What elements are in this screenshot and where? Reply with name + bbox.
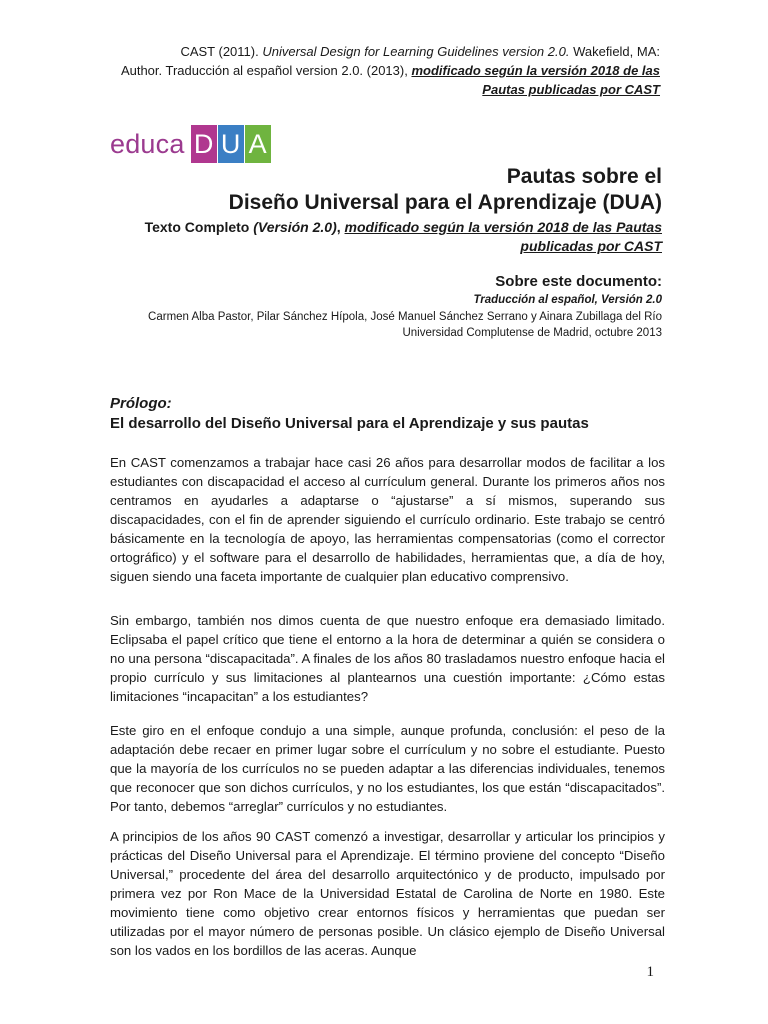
logo-word: educa <box>110 128 185 159</box>
about-title: Sobre este documento: <box>495 273 662 290</box>
prologue-label <box>110 395 172 412</box>
about-translation: Traducción al español, Versión 2.0 <box>473 294 662 306</box>
citation-publisher: Wakefield, MA: <box>569 44 660 59</box>
paragraph: Este giro en el enfoque condujo a una simple, aunque profunda, conclusión: el peso de la adaptación debe recaer en primer lugar sobre el currículum y no sobre el estudiante. Puesto que la mayoría de los currículos no se pueden adaptar a las diferencias individuales, tenemos que reconocer que son dichos currículos, y no los estudiantes, los que están “discapacitados”. Por tanto, debemos “arreglar” currículos y no estudiantes. <box>110 723 665 814</box>
paragraph: A principios de los años 90 CAST comenzó a investigar, desarrollar y articular los principios y prácticas del Diseño Universal para el Aprendizaje. El término proviene del concepto “Diseño Universal,” procedente del área del desarrollo arquitectónico y de producto, impulsado por primera vez por Ron Mace de la Universidad Estatal de Carolina de Norte en 1980. Este movimiento tiene como objetivo crear entornos físicos y herramientas que puedan ser utilizadas por el mayor número de personas posible. Un clásico ejemplo de Diseño Universal son los vados en los bordillos de las aceras. Aunque <box>110 829 665 958</box>
paragraph: En CAST comenzamos a trabajar hace casi 26 años para desarrollar modos de facilitar a los estudiantes con discapacidad el acceso al currículum general. Durante los primeros años nos centramos en ayudarles a adaptarse o “ajustarse” a sí mismos, superando sus discapacidades, con el fin de aprender siguiendo el currículo ordinario. Este trabajo se centró básicamente en la tecnología de apoyo, las herramientas compensatorias (como el corrector ortográfico) y el software para el desarrollo de habilidades, herramientas que, a día de hoy, siguen siendo una faceta importante de cualquier plan educativo comprensivo. <box>110 455 665 584</box>
citation-modified-note: modificado según la versión 2018 de las Pautas publicadas por CAST <box>411 63 660 97</box>
prologue-label-text: Prólogo <box>110 395 167 412</box>
about-authors: Carmen Alba Pastor, Pilar Sánchez Hípola, José Manuel Sánchez Serrano y Ainara Zubillaga del Río <box>148 311 662 323</box>
citation-text: CAST (2011). <box>180 44 263 59</box>
educa-dua-logo <box>110 124 272 164</box>
paragraph: Sin embargo, también nos dimos cuenta de que nuestro enfoque era demasiado limitado. Eclipsaba el papel crítico que tiene el entorno a la hora de determinar a quién se considera o no una persona “discapacitada”. A finales de los años 80 trasladamos nuestro enfoque hacia el propio currículo y sus limitaciones al plantearnos una cuestión importante: ¿Cómo estas limitaciones “incapacitan” a los estudiantes? <box>110 613 665 704</box>
subtitle-version: (Versión 2.0) <box>253 219 337 235</box>
subtitle-modified-note: modificado según la versión 2018 de las Pautas publicadas por CAST <box>344 219 662 254</box>
document-subtitle <box>110 218 662 256</box>
title-line-1: Pautas sobre el <box>506 165 662 188</box>
prologue-colon: : <box>166 395 172 412</box>
about-affiliation: Universidad Complutense de Madrid, octubre 2013 <box>402 327 662 339</box>
citation-title: Universal Design for Learning Guidelines version 2.0. <box>262 44 570 59</box>
subtitle-text: Texto Completo <box>144 219 254 235</box>
title-line-2: Diseño Universal para el Aprendizaje (DUA) <box>228 191 662 214</box>
document-title <box>110 164 662 216</box>
about-section <box>110 272 662 341</box>
logo-letter-a: A <box>245 125 271 163</box>
logo-letter-u: U <box>218 125 244 163</box>
prologue-heading: El desarrollo del Diseño Universal para el Aprendizaje y sus pautas <box>110 415 589 432</box>
logo-letter-d: D <box>191 125 217 163</box>
page-number: 1 <box>646 964 654 980</box>
citation-translation: Author. Traducción al español version 2.0. (2013), <box>120 63 412 78</box>
citation-header <box>90 42 660 99</box>
subtitle-comma: , <box>336 219 345 235</box>
